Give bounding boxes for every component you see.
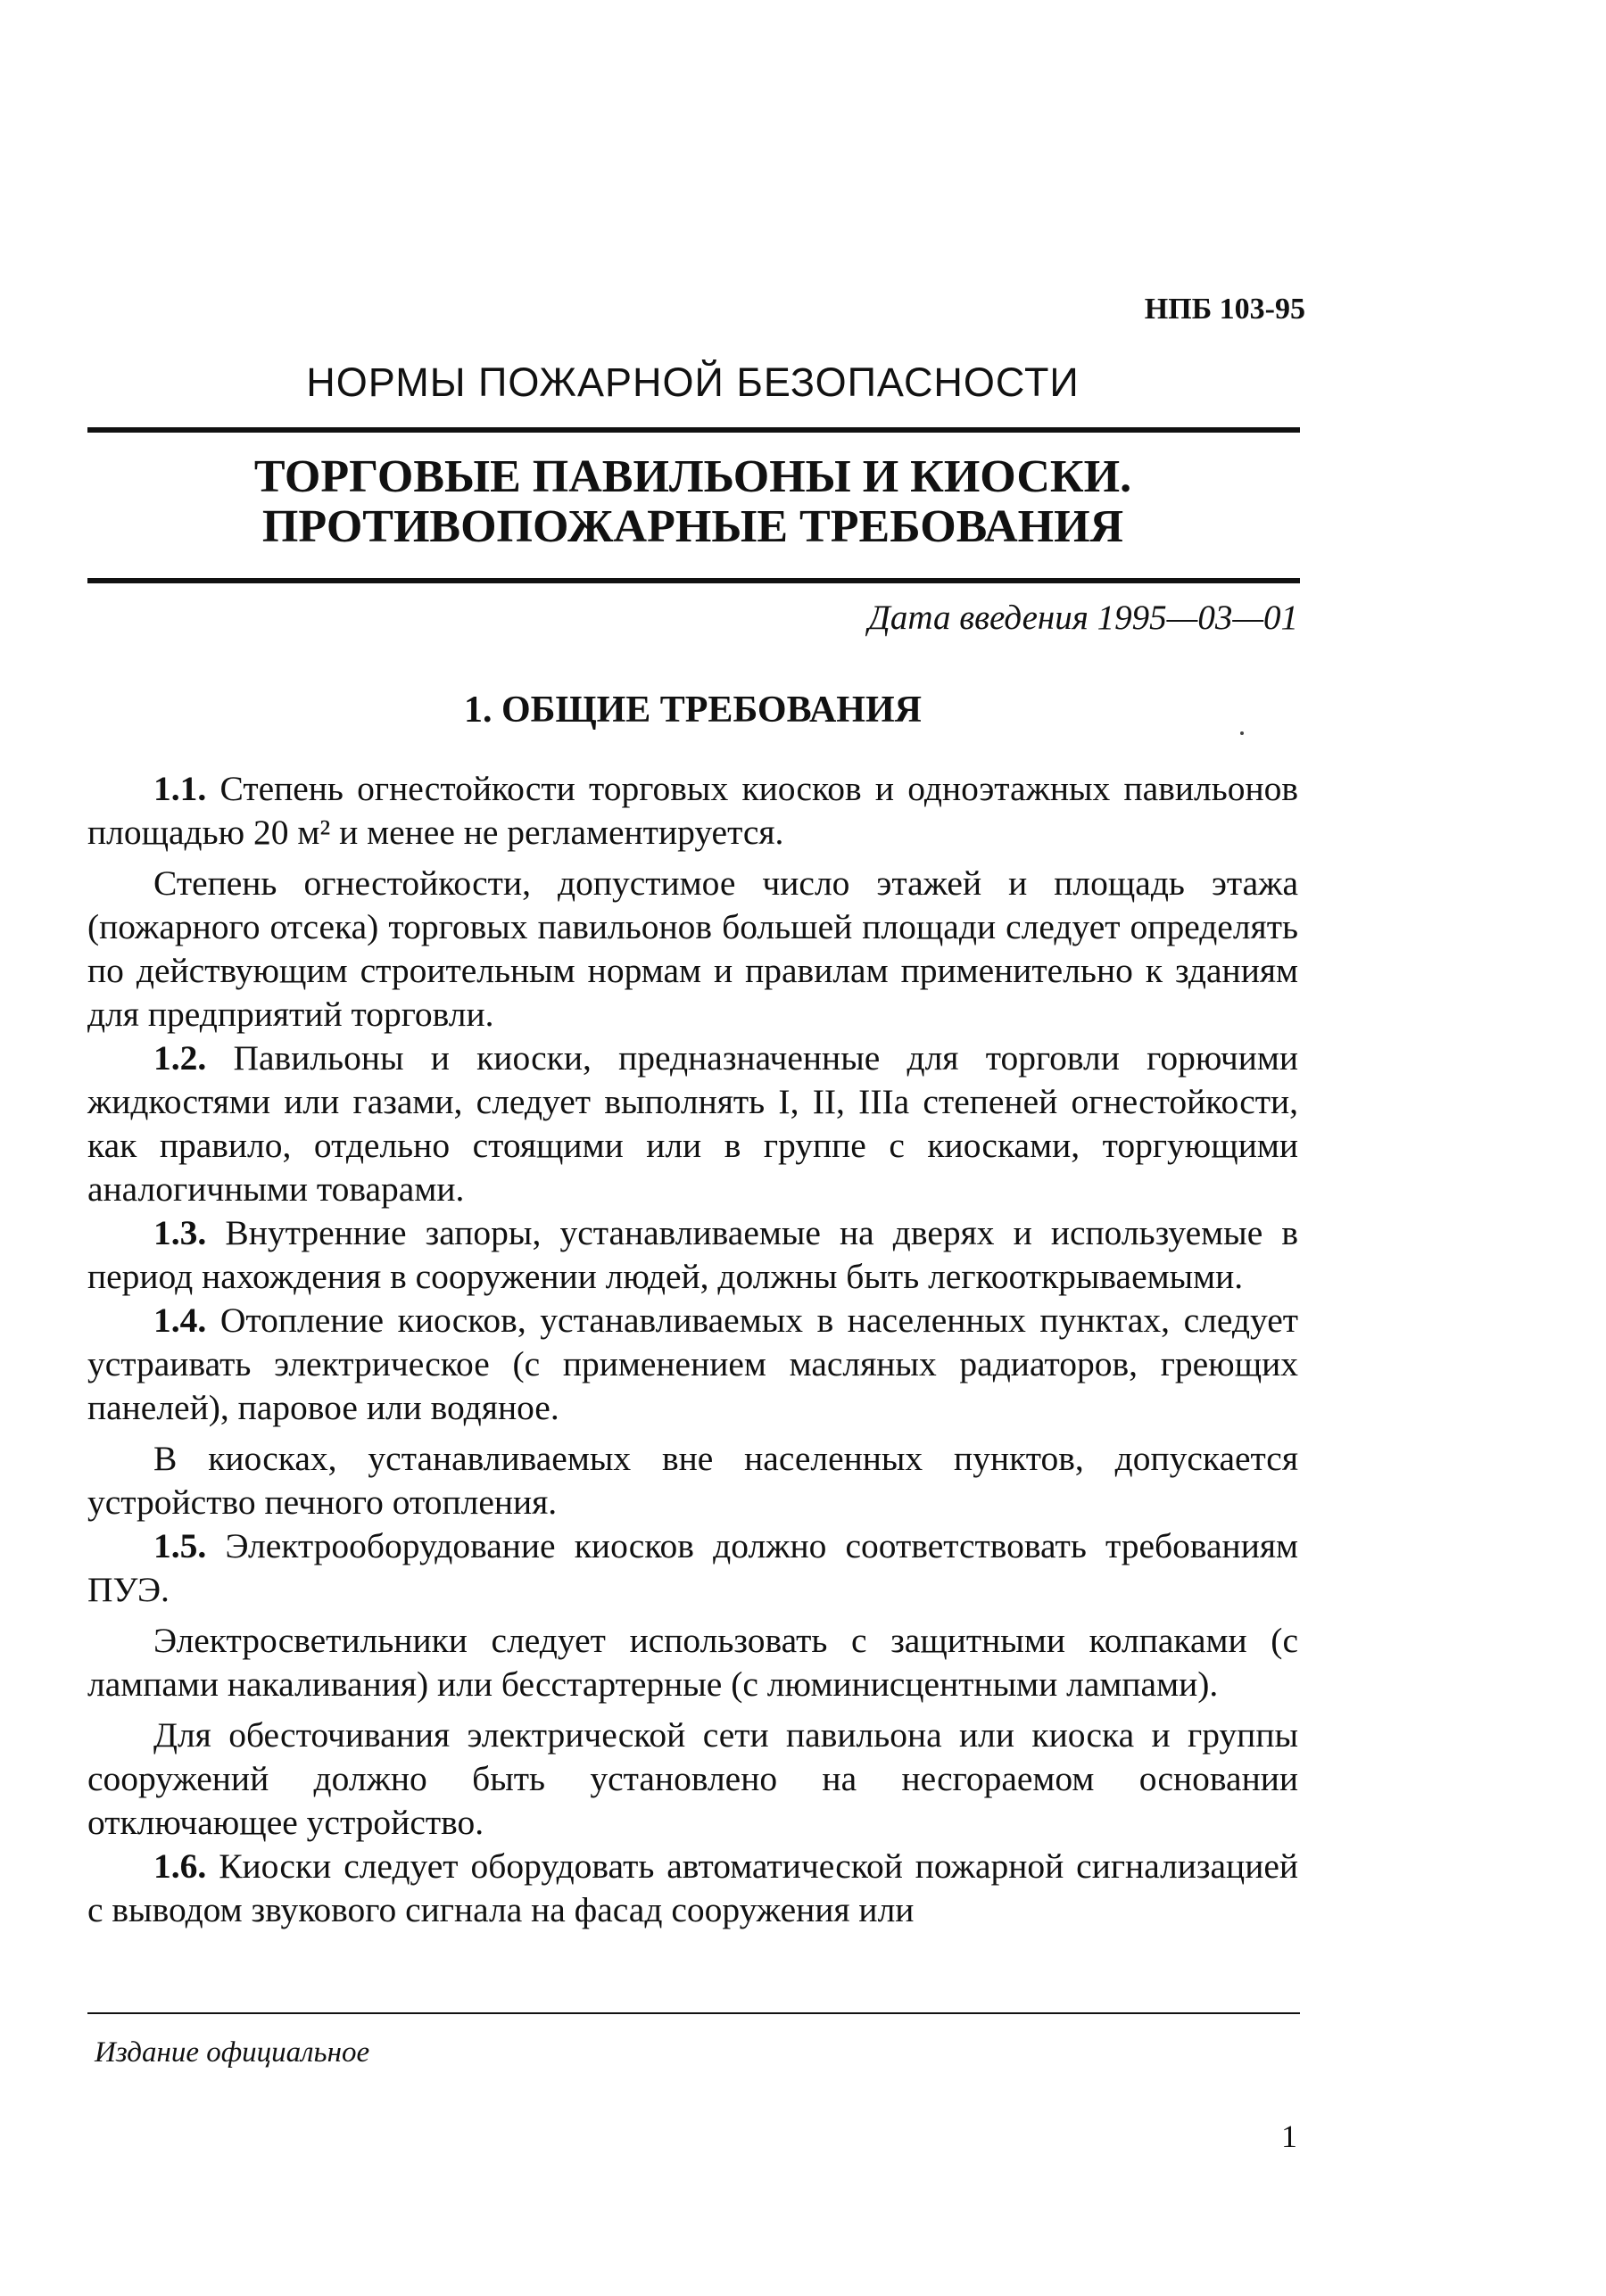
paragraph [87, 1211, 1298, 1299]
paragraph-number: 1.2. [153, 1038, 207, 1078]
paragraph [87, 1524, 1298, 1612]
paragraph-number: 1.5. [153, 1526, 207, 1565]
edition-note: Издание официальное [95, 2036, 370, 2069]
paragraph-number: 1.4. [153, 1301, 207, 1340]
paragraph-text: Степень огнестойкости торговых киосков и одноэтажных павильонов площадью 20 м² и менее не регламентируется. [87, 769, 1298, 852]
paragraph [87, 1037, 1298, 1211]
paragraph-text: В киосках, устанавливаемых вне населенных пунктов, допускается устройство печного отопления. [87, 1439, 1298, 1522]
paragraph [87, 862, 1298, 1037]
paragraph [87, 1437, 1298, 1524]
paragraph [87, 1845, 1298, 1932]
title-line-2: ПРОТИВОПОЖАРНЫЕ ТРЕБОВАНИЯ [261, 501, 1124, 552]
paragraph [87, 1714, 1298, 1845]
paragraph-text: Внутренние запоры, устанавливаемые на дверях и используемые в период нахождения в сооружении людей, должны быть легкооткрываемыми. [87, 1213, 1299, 1296]
paragraph [87, 1619, 1298, 1706]
paragraph-text: Отопление киосков, устанавливаемых в населенных пунктах, следует устраивать электрическое (с применением масляных радиаторов, греющих панелей), паровое или водяное. [87, 1301, 1298, 1427]
paragraph-text: Степень огнестойкости, допустимое число этажей и площадь этажа (пожарного отсека) торговых павильонов большей площади следует определять по действующим строительным нормам и правилам применительно к зданиям для предприятий торговли. [87, 863, 1298, 1034]
effective-date: Дата введения 1995—03—01 [868, 599, 1298, 637]
document-code: НПБ 103-95 [1144, 293, 1305, 326]
paragraph-text: Электрооборудование киосков должно соответствовать требованиям ПУЭ. [87, 1526, 1298, 1609]
paragraph [87, 767, 1298, 855]
document-series: НОРМЫ ПОЖАРНОЙ БЕЗОПАСНОСТИ [306, 359, 1080, 405]
section-heading: 1. ОБЩИЕ ТРЕБОВАНИЯ [464, 690, 922, 731]
paragraph-text: Павильоны и киоски, предназначенные для торговли горючими жидкостями или газами, следует выполнять I, II, IIIа степеней огнестойкости, как правило, отдельно стоящими или в группе с киосками, торгующими аналогичными товарами. [87, 1038, 1299, 1209]
paragraph [87, 1299, 1298, 1430]
paragraph-number: 1.6. [153, 1846, 207, 1886]
paragraph-number: 1.1. [153, 769, 207, 808]
top-rule [87, 427, 1300, 433]
title-rule [87, 578, 1300, 583]
document-body [87, 767, 1298, 1932]
paragraph-number: 1.3. [153, 1213, 207, 1252]
title-line-1: ТОРГОВЫЕ ПАВИЛЬОНЫ И КИОСКИ. [253, 451, 1132, 502]
scan-speck [1240, 731, 1244, 735]
paragraph-text: Киоски следует оборудовать автоматической пожарной сигнализацией с выводом звукового сигнала на фасад сооружения или [87, 1846, 1299, 1929]
footer-rule [87, 2012, 1300, 2014]
paragraph-text: Для обесточивания электрической сети павильона или киоска и группы сооружений должно быть установлено на несгораемом основании отключающее устройство. [87, 1715, 1298, 1842]
page-number: 1 [1281, 2118, 1297, 2154]
document-title [87, 452, 1298, 552]
paragraph-text: Электросветильники следует использовать с защитными колпаками (с лампами накаливания) или бесстартерные (с люминисцентными лампами). [87, 1621, 1298, 1704]
